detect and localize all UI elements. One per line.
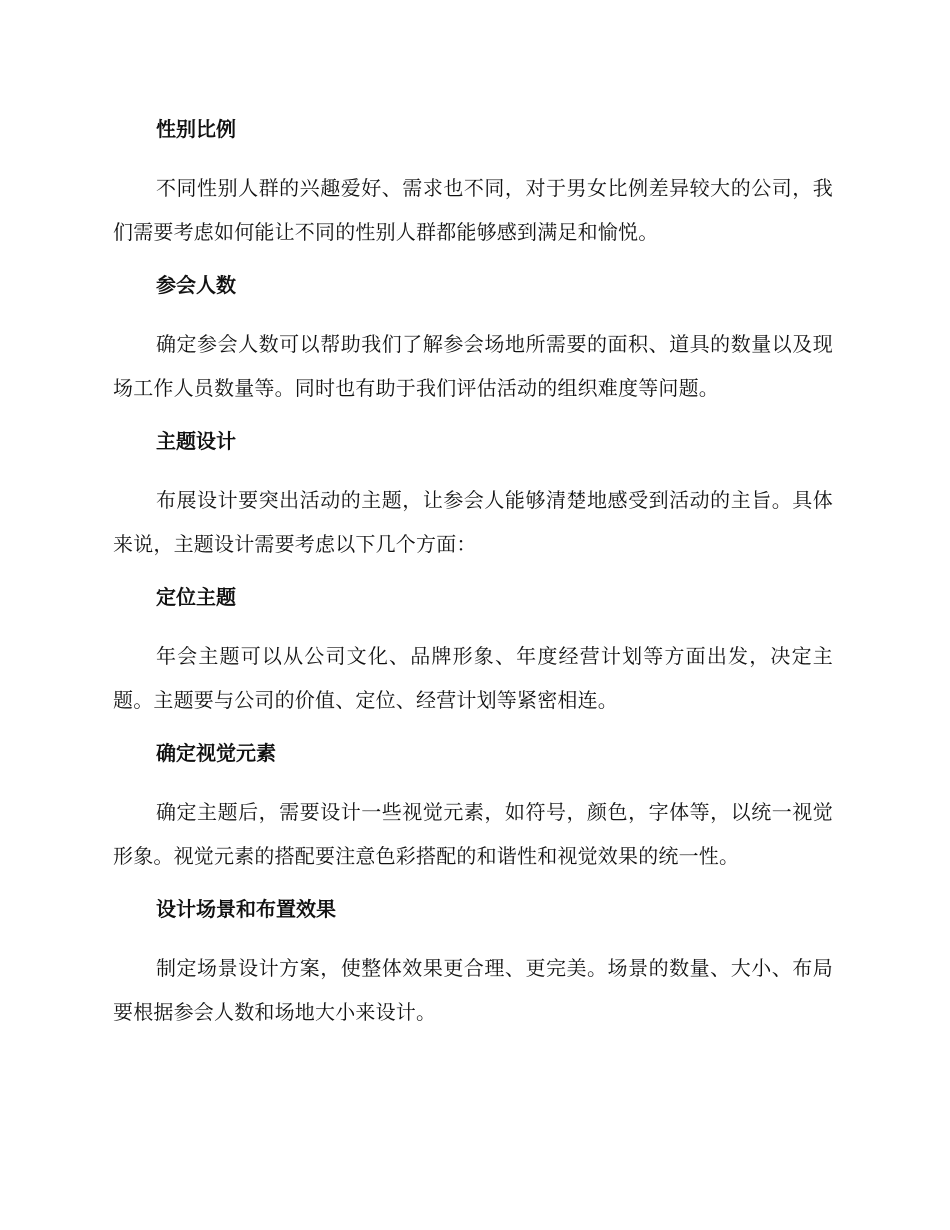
section-heading-scene-layout: 设计场景和布置效果 — [156, 897, 336, 921]
section-paragraph-scene-layout: 制定场景设计方案，使整体效果更合理、更完美。场景的数量、大小、布局要根据参会人数和场地大小来设计。 — [113, 956, 833, 1024]
section-heading-theme-positioning: 定位主题 — [156, 585, 236, 609]
section-paragraph-visual-elements: 确定主题后，需要设计一些视觉元素，如符号，颜色，字体等，以统一视觉形象。视觉元素的搭配要注意色彩搭配的和谐性和视觉效果的统一性。 — [113, 800, 833, 868]
section-paragraph-gender-ratio: 不同性别人群的兴趣爱好、需求也不同，对于男女比例差异较大的公司，我们需要考虑如何能让不同的性别人群都能够感到满足和愉悦。 — [113, 176, 833, 244]
section-heading-theme-design: 主题设计 — [156, 429, 236, 453]
section-heading-gender-ratio: 性别比例 — [156, 117, 236, 141]
section-paragraph-theme-positioning: 年会主题可以从公司文化、品牌形象、年度经营计划等方面出发，决定主题。主题要与公司的价值、定位、经营计划等紧密相连。 — [113, 644, 833, 712]
section-paragraph-theme-design: 布展设计要突出活动的主题，让参会人能够清楚地感受到活动的主旨。具体来说，主题设计需要考虑以下几个方面： — [113, 488, 833, 556]
section-heading-visual-elements: 确定视觉元素 — [156, 741, 276, 765]
document-body — [113, 112, 833, 1034]
section-heading-attendee-count: 参会人数 — [156, 273, 236, 297]
section-paragraph-attendee-count: 确定参会人数可以帮助我们了解参会场地所需要的面积、道具的数量以及现场工作人员数量等。同时也有助于我们评估活动的组织难度等问题。 — [113, 332, 833, 400]
